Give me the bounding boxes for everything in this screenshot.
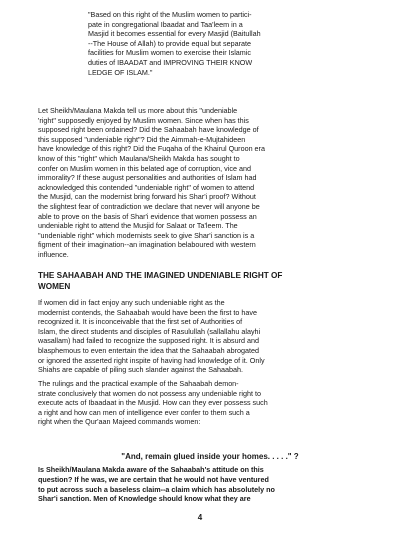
- section-heading: THE SAHAABAH AND THE IMAGINED UNDENIABLE RIGHT OF WOMEN: [38, 271, 283, 291]
- paragraph-sahaabah-rulings: The rulings and the practical example of the Sahaabah demon- strate conclusively that women do not possess any undeniable right to execute acts of Ibaadaat in the Musjid. How can they ever possess such a right and how can men of intelligence ever confer to them such a right when the Qur'aan Majeed commands women:: [38, 379, 268, 427]
- paragraph-makda-awareness: Is Sheikh/Maulana Makda aware of the Sahaabah's attitude on this question? If he was, we are certain that he would not have ventured to put across such a baseless claim--a claim which has absolutely no Shar'i sanction. Men of Knowledge should know what they are: [38, 465, 275, 504]
- paragraph-sahaabah-recognition: If women did in fact enjoy any such undeniable right as the modernist contends, the Sahaabah would have been the first to have recognized it. It is inconceivable that the first set of Authorities of Islam, the direct students and disciples of Rasulullah (sallallahu alayhi wasallam) had failed to recognize the supposed right. It is absurd and blasphemous to even entertain the idea that the Sahaabah abrogated or ignored the asserted right inspite of having had knowledge of it. Only Shiahs are capable of piling such slander against the Sahaabah.: [38, 298, 265, 375]
- block-quote: "Based on this right of the Muslim women to partici- pate in congregational Ibaadat and Taa'leem in a Masjid it becomes essential for every Masjid (Baitullah --The House of Allah) to provide equal but separate facilities for Muslim women to exercise their Islamic duties of IBAADAT and IMPROVING THEIR KNOW LEDGE OF ISLAM.": [88, 10, 261, 77]
- quran-verse-quote: "And, remain glued inside your homes. . . . ." ?: [121, 452, 299, 461]
- paragraph-right-questioned: Let Sheikh/Maulana Makda tell us more about this "undeniable 'right" supposedly enjoyed by Muslim women. Since when has this supposed right been ordained? Did the Sahaabah have knowledge of this supposed "undeniable right"? Did the Aimmah-e-Mujtahideen have knowledge of this right? Did the Fuqaha of the Khairul Quroon era know of this "right" which Maulana/Sheikh Makda has sought to confer on Muslim women in this belated age of corruption, vice and immorality? If these august personalities and authorities of Islam had acknowledged this contended "undeniable right" of women to attend the Musjid, can the modernist bring forward his Shar'i proof? Without the slightest fear of contradiction we declare that never will anyone be able to prove on the basis of Shar'i evidence that women possess an undeniable right to attend the Musjid for Salaat or Ta'leem. The "undeniable right" which modernists seek to give Shar'i sanction is a figment of their imagination--an imagination belaboured with western influence.: [38, 106, 265, 259]
- page-number: 4: [197, 513, 203, 522]
